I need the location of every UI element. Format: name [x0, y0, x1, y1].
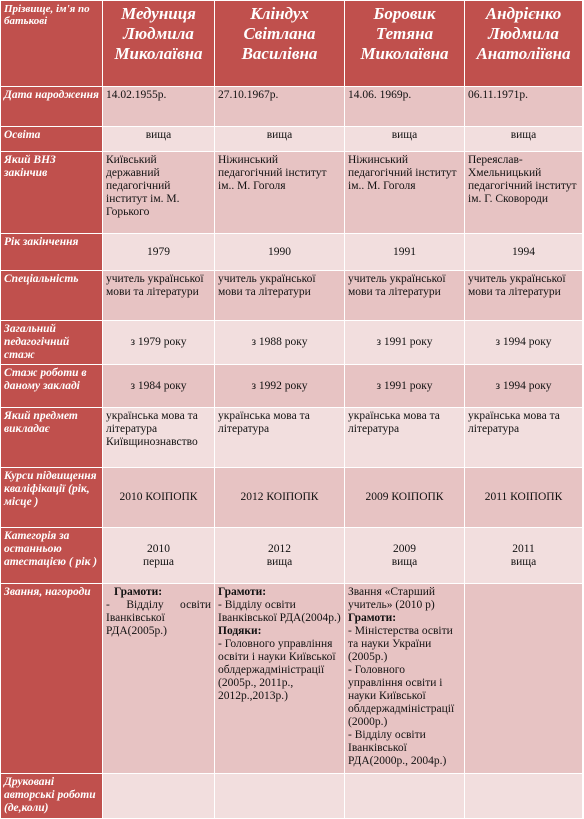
row-label-birth: Дата народження — [1, 87, 103, 127]
awards-text: - Відділу освіти Іванківської РДА(2005р.) — [106, 599, 211, 637]
table-row-specialty — [1, 271, 583, 321]
cell-total-experience-3: з 1991 року — [345, 321, 465, 365]
row-label-university: Який ВНЗ закінчив — [1, 152, 103, 234]
cell-category-2 — [215, 528, 345, 584]
awards-text: - Відділу освіти Іванківської РДА(2000р., 2004р.) — [348, 729, 447, 767]
table-row-publications — [1, 774, 583, 819]
teacher-name-4: Андрієнко Людмила Анатоліївна — [465, 1, 583, 87]
awards-heading: Грамоти: — [348, 612, 397, 624]
cell-education-1: вища — [103, 127, 215, 152]
table-row-total-experience — [1, 321, 583, 365]
cell-courses-4: 2011 КОІПОПК — [465, 468, 583, 528]
table-row-graduation — [1, 234, 583, 271]
cell-university-4: Переяслав-Хмельницький педагогічний інститут ім. Г. Сковороди — [465, 152, 583, 234]
awards-text: - Головного управління освіти і науки Київської облдержадміністрації (2000р.) — [348, 664, 455, 728]
cell-graduation-2: 1990 — [215, 234, 345, 271]
category-year: 2010 — [147, 542, 170, 555]
category-year: 2009 — [393, 542, 416, 555]
cell-subject-3: українська мова та література — [345, 408, 465, 468]
awards-text: - Відділу освіти Іванківської РДА(2004р.) — [218, 599, 341, 624]
cell-university-2: Ніжинський педагогічний інститут ім.. М. Гоголя — [215, 152, 345, 234]
cell-university-1: Київський державний педагогічний інститут ім. М. Горького — [103, 152, 215, 234]
cell-courses-3: 2009 КОІПОПК — [345, 468, 465, 528]
row-label-local-experience: Стаж роботи в даному закладі — [1, 365, 103, 408]
row-label-education: Освіта — [1, 127, 103, 152]
cell-publications-1 — [103, 774, 215, 819]
teacher-name-1: Медуниця Людмила Миколаївна — [103, 1, 215, 87]
cell-local-experience-1: з 1984 року — [103, 365, 215, 408]
row-label-specialty: Спеціальність — [1, 271, 103, 321]
cell-courses-2: 2012 КОІПОПК — [215, 468, 345, 528]
cell-birth-4: 06.11.1971р. — [465, 87, 583, 127]
cell-total-experience-2: з 1988 року — [215, 321, 345, 365]
table-row-birth — [1, 87, 583, 127]
cell-awards-4 — [465, 584, 583, 774]
cell-local-experience-4: з 1994 року — [465, 365, 583, 408]
row-label-total-experience: Загальний педагогічний стаж — [1, 321, 103, 365]
row-label-publications: Друковані авторські роботи (де,коли) — [1, 774, 103, 819]
cell-specialty-4: учитель української мови та літератури — [465, 271, 583, 321]
table-row-awards — [1, 584, 583, 774]
row-label-awards: Звання, нагороди — [1, 584, 103, 774]
cell-birth-2: 27.10.1967р. — [215, 87, 345, 127]
cell-publications-4 — [465, 774, 583, 819]
cell-courses-1: 2010 КОІПОПК — [103, 468, 215, 528]
category-level: вища — [266, 555, 293, 568]
table-row-category — [1, 528, 583, 584]
cell-subject-2: українська мова та література — [215, 408, 345, 468]
cell-category-1 — [103, 528, 215, 584]
cell-total-experience-4: з 1994 року — [465, 321, 583, 365]
teacher-name-2: Кліндух Світлана Василівна — [215, 1, 345, 87]
cell-education-3: вища — [345, 127, 465, 152]
table-header-row — [1, 1, 583, 87]
cell-birth-3: 14.06. 1969р. — [345, 87, 465, 127]
cell-university-3: Ніжинський педагогічний інститут ім.. М. Гоголя — [345, 152, 465, 234]
cell-category-4 — [465, 528, 583, 584]
category-level: перша — [143, 555, 174, 568]
cell-total-experience-1: з 1979 року — [103, 321, 215, 365]
cell-publications-2 — [215, 774, 345, 819]
rank-text: Звання «Старший учитель» (2010 р) — [348, 586, 436, 611]
table-row-courses — [1, 468, 583, 528]
row-label-category: Категорія за останньою атестацією ( рік ) — [1, 528, 103, 584]
cell-awards-2 — [215, 584, 345, 774]
cell-specialty-3: учитель української мови та літератури — [345, 271, 465, 321]
awards-heading: Грамоти: — [114, 586, 163, 598]
cell-publications-3 — [345, 774, 465, 819]
cell-subject-1: українська мова та література Київщинознавство — [103, 408, 215, 468]
row-label-subject: Який предмет викладає — [1, 408, 103, 468]
table-row-education — [1, 127, 583, 152]
thanks-heading: Подяки: — [218, 625, 262, 637]
table-row-university — [1, 152, 583, 234]
cell-local-experience-2: з 1992 року — [215, 365, 345, 408]
cell-birth-1: 14.02.1955р. — [103, 87, 215, 127]
category-level: вища — [510, 555, 537, 568]
category-year: 2012 — [268, 542, 291, 555]
cell-specialty-1: учитель української мови та літератури — [103, 271, 215, 321]
row-label-graduation: Рік закінчення — [1, 234, 103, 271]
cell-subject-4: українська мова та література — [465, 408, 583, 468]
table-row-local-experience — [1, 365, 583, 408]
teacher-name-3: Боровик Тетяна Миколаївна — [345, 1, 465, 87]
cell-graduation-3: 1991 — [345, 234, 465, 271]
cell-education-4: вища — [465, 127, 583, 152]
cell-awards-1 — [103, 584, 215, 774]
cell-local-experience-3: з 1991 року — [345, 365, 465, 408]
cell-category-3 — [345, 528, 465, 584]
cell-specialty-2: учитель української мови та літератури — [215, 271, 345, 321]
thanks-text: - Головного управління освіти і науки Київської облдержадміністрації (2005р., 2011р., 2012р.,2013р.) — [218, 638, 336, 702]
cell-education-2: вища — [215, 127, 345, 152]
category-year: 2011 — [512, 542, 535, 555]
cell-awards-3 — [345, 584, 465, 774]
row-label-courses: Курси підвищення кваліфікації (рік, місце ) — [1, 468, 103, 528]
table-row-subject — [1, 408, 583, 468]
awards-text: - Міністерства освіти та науки України (2005р.) — [348, 625, 453, 663]
category-level: вища — [391, 555, 418, 568]
header-corner-label: Прізвище, ім'я по батькові — [1, 1, 103, 87]
cell-graduation-4: 1994 — [465, 234, 583, 271]
awards-heading: Грамоти: — [218, 586, 267, 598]
cell-graduation-1: 1979 — [103, 234, 215, 271]
